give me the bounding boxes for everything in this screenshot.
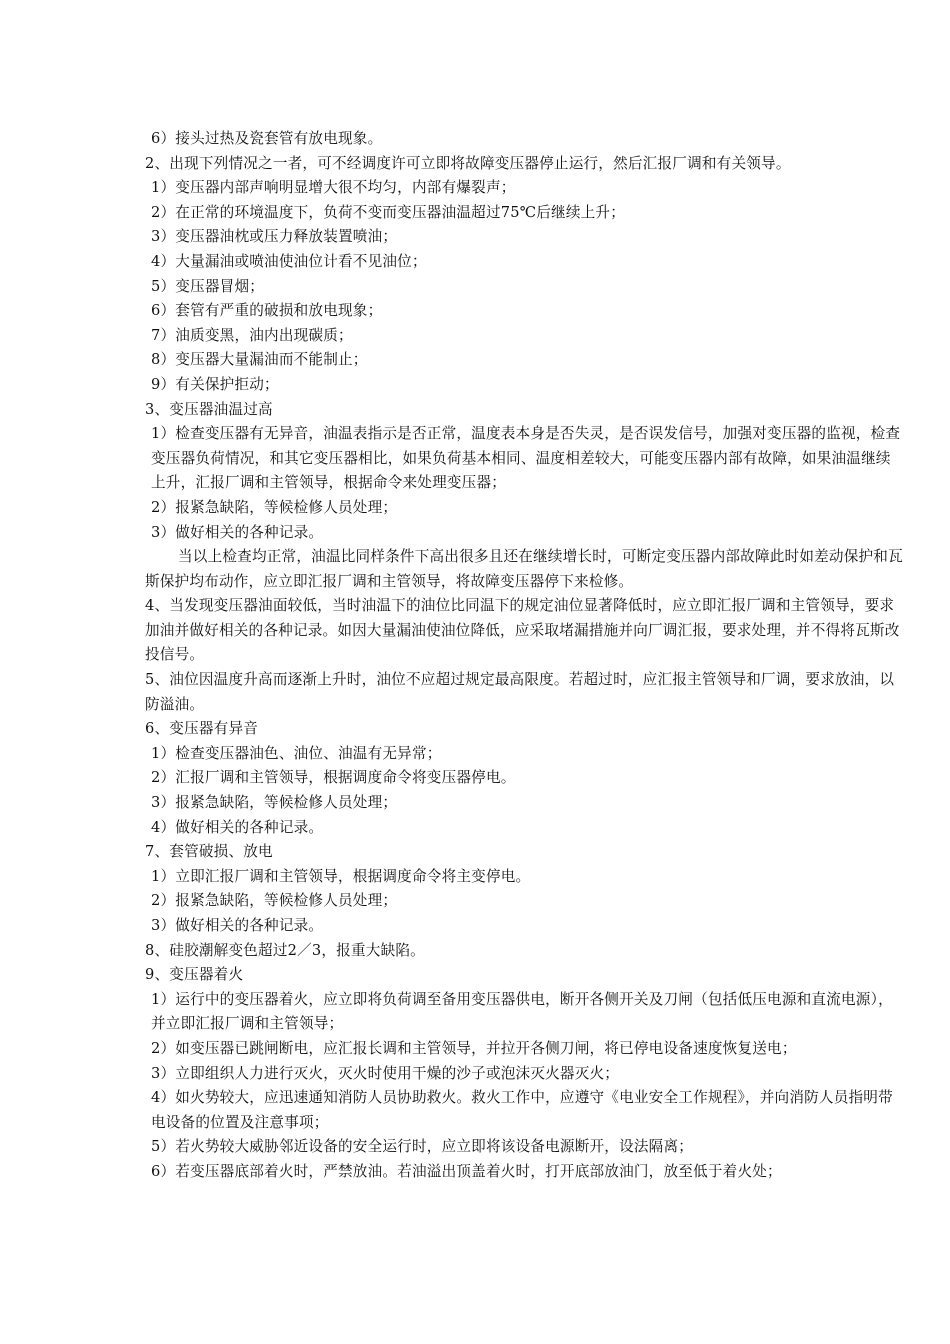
list-item: 2）报紧急缺陷，等候检修人员处理； <box>151 498 398 516</box>
list-item: 4）大量漏油或喷油使油位计看不见油位； <box>151 252 427 270</box>
list-item: 1）立即汇报厂调和主管领导，根据调度命令将主变停电。 <box>151 867 531 885</box>
list-item: 6）若变压器底部着火时，严禁放油。若油溢出顶盖着火时，打开底部放油门，放至低于着火处； <box>151 1162 782 1180</box>
list-item: 4）做好相关的各种记录。 <box>151 818 324 836</box>
paragraph-fire-4: 4）如火势较大，应迅速通知消防人员协助救火。救火工作中，应遵守《电业安全工作规程》，并向消防人员指明带电设备的位置及注意事项； <box>151 1089 893 1131</box>
section-heading: 3、变压器油温过高 <box>145 400 273 418</box>
list-item: 3）做好相关的各种记录。 <box>151 917 324 934</box>
paragraph-fire-2: 2）如变压器已跳闸断电，应汇报长调和主管领导，并拉开各侧刀闸，将已停电设备速度恢复送电； <box>151 1039 797 1057</box>
paragraph-when-normal: 当以上检查均正常，油温比同样条件下高出很多且还在继续增长时，可断定变压器内部故障此时如差动保护和瓦斯保护均布动作，应立即汇报厂调和主管领导，将故障变压器停下来检修。 <box>145 548 903 590</box>
list-item: 3）立即组织人力进行灭火，灭火时使用干燥的沙子或泡沫灭火器灭火； <box>151 1064 620 1082</box>
paragraph-oil-level-high: 5、油位因温度升高而逐渐上升时，油位不应超过规定最高限度。若超过时，应汇报主管领导和厂调，要求放油，以防溢油。 <box>145 671 895 713</box>
list-item: 6）接头过热及瓷套管有放电现象。 <box>151 130 383 147</box>
list-item: 1）检查变压器油色、油位、油温有无异常； <box>151 744 442 762</box>
list-item: 3）报紧急缺陷，等候检修人员处理； <box>151 794 398 812</box>
document-body <box>145 127 905 1185</box>
list-item: 3）做好相关的各种记录。 <box>151 523 324 541</box>
section-heading: 2、出现下列情况之一者，可不经调度许可立即将故障变压器停止运行，然后汇报厂调和有关领导。 <box>145 154 791 172</box>
list-item: 2）报紧急缺陷，等候检修人员处理； <box>151 892 398 910</box>
paragraph-oil-level-low: 4、当发现变压器油面较低，当时油温下的油位比同温下的规定油位显著降低时，应立即汇报厂调和主管领导，要求加油并做好相关的各种记录。如因大量漏油使油位降低，应采取堵漏措施并向厂调汇报，要求处理，并不得将瓦斯改投信号。 <box>145 597 900 664</box>
list-item: 7）油质变黑，油内出现碳质； <box>151 326 353 344</box>
paragraph-fire-1: 1）运行中的变压器着火，应立即将负荷调至备用变压器供电，断开各侧开关及刀闸（包括低压电源和直流电源），并立即汇报厂调和主管领导； <box>151 990 893 1033</box>
section-heading: 9、变压器着火 <box>145 966 244 984</box>
list-item: 9）有关保护拒动； <box>151 375 279 393</box>
list-item: 6）套管有严重的破损和放电现象； <box>151 302 383 320</box>
section-heading: 8、硅胶潮解变色超过2／3，报重大缺陷。 <box>145 941 425 959</box>
paragraph-oil-check: 1）检查变压器有无异音，油温表指示是否正常，温度表本身是否失灵，是否误发信号，加强对变压器的监视，检查变压器负荷情况，和其它变压器相比，如果负荷基本相同、温度相差较大，可能变压器内部有故障，如果油温继续上升，汇报厂调和主管领导，根据命令来处理变压器； <box>151 425 901 492</box>
section-heading: 6、变压器有异音 <box>145 720 259 738</box>
list-item: 3）变压器油枕或压力释放装置喷油； <box>151 228 398 246</box>
list-item: 2）汇报厂调和主管领导，根据调度命令将变压器停电。 <box>151 769 516 787</box>
section-heading: 7、套管破损、放电 <box>145 843 273 861</box>
list-item: 8）变压器大量漏油而不能制止； <box>151 351 368 369</box>
list-item: 1）变压器内部声响明显增大很不均匀，内部有爆裂声； <box>151 179 516 197</box>
list-item: 2）在正常的环境温度下，负荷不变而变压器油温超过75℃后继续上升； <box>151 203 626 221</box>
list-item: 5）若火势较大威胁邻近设备的安全运行时，应立即将该设备电源断开，设法隔离； <box>151 1138 694 1156</box>
list-item: 5）变压器冒烟； <box>151 277 265 295</box>
